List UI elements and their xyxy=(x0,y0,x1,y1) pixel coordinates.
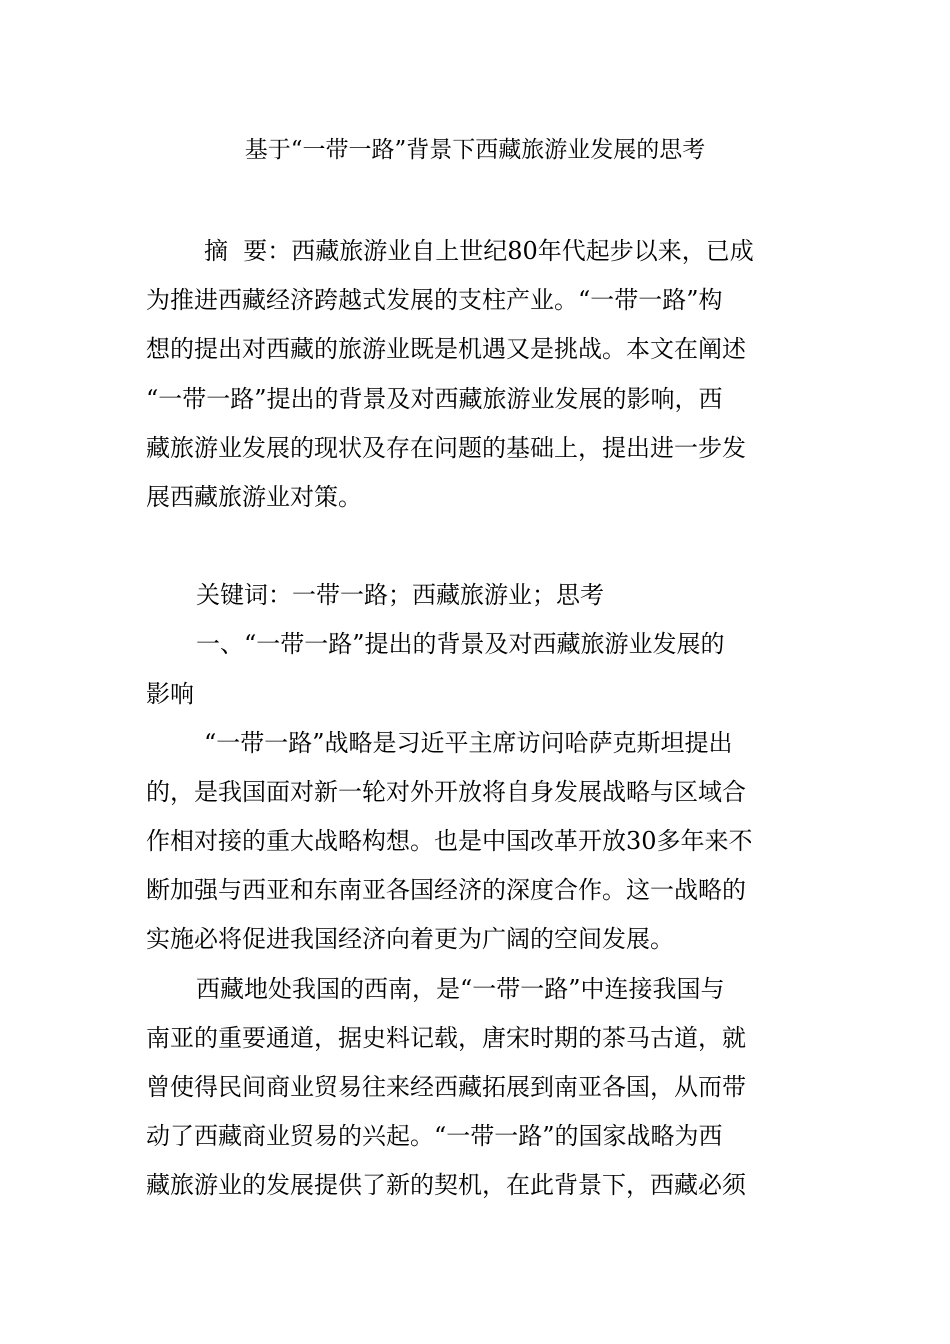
abstract-line: 展西藏旅游业对策。 xyxy=(146,482,362,511)
paragraph-line: 西藏地处我国的西南，是“一带一路”中连接我国与 xyxy=(196,974,725,1003)
document-body xyxy=(146,227,801,1211)
paragraph xyxy=(146,965,801,1211)
paragraph-line: 断加强与西亚和东南亚各国经济的深度合作。这一战略的 xyxy=(146,876,746,905)
section-heading-line: 影响 xyxy=(146,679,194,708)
paragraph-line: 曾使得民间商业贸易往来经西藏拓展到南亚各国，从而带 xyxy=(146,1073,746,1101)
blank-line xyxy=(146,522,801,571)
paragraph-line: 的，是我国面对新一轮对外开放将自身发展战略与区域合 xyxy=(146,777,746,806)
abstract-line: 藏旅游业发展的现状及存在问题的基础上，提出进一步发 xyxy=(146,433,746,462)
paragraph-line: “一带一路”战略是习近平主席访问哈萨克斯坦提出 xyxy=(204,728,733,757)
paragraph-line: 实施必将促进我国经济向着更为广阔的空间发展。 xyxy=(146,925,674,954)
paragraph-line: 南亚的重要通道，据史料记载，唐宋时期的茶马古道，就 xyxy=(146,1023,746,1052)
section-heading-line: 一、“一带一路”提出的背景及对西藏旅游业发展的 xyxy=(196,630,725,659)
paragraph xyxy=(146,719,801,965)
abstract-line: 想的提出对西藏的旅游业既是机遇又是挑战。本文在阐述 xyxy=(146,335,746,364)
paragraph-line: 作相对接的重大战略构想。也是中国改革开放30多年来不 xyxy=(146,827,753,856)
document-title: 基于“一带一路”背景下西藏旅游业发展的思考 xyxy=(244,137,706,163)
keywords: 关键词：一带一路；西藏旅游业；思考 xyxy=(196,581,604,610)
abstract-line: 为推进西藏经济跨越式发展的支柱产业。“一带一路”构 xyxy=(146,286,723,315)
paragraph-line: 藏旅游业的发展提供了新的契机，在此背景下，西藏必须 xyxy=(146,1171,746,1200)
paragraph-line: 动了西藏商业贸易的兴起。“一带一路”的国家战略为西 xyxy=(146,1122,723,1151)
abstract-line: 摘 要：西藏旅游业自上世纪80年代起步以来，已成 xyxy=(204,237,754,265)
abstract xyxy=(146,227,801,522)
section-heading xyxy=(146,620,801,718)
abstract-line: “一带一路”提出的背景及对西藏旅游业发展的影响，西 xyxy=(146,384,723,413)
